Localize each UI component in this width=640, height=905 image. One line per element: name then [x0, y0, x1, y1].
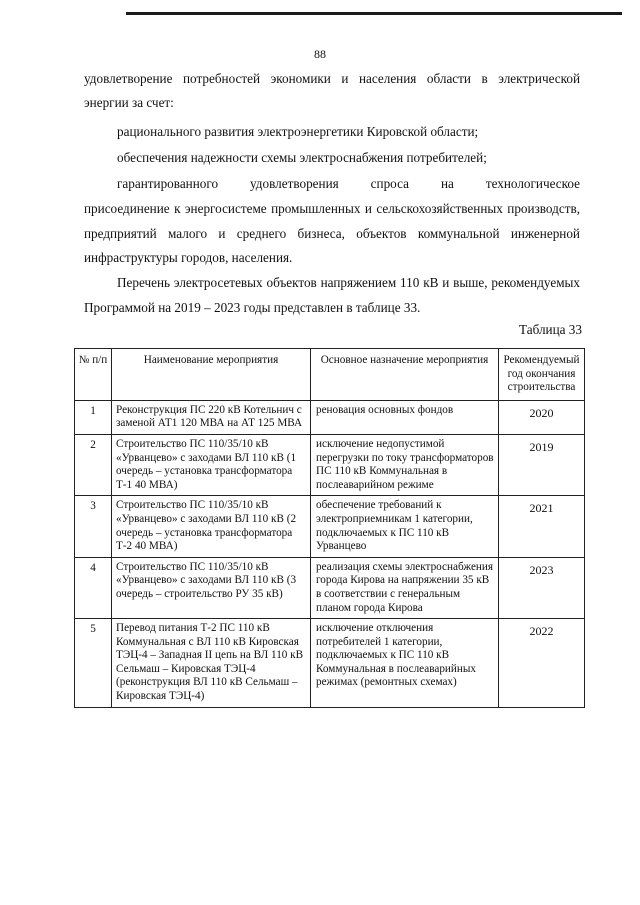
list-item-3-continuation: присоединение к энергосистеме промышленных и сельскохозяйственных производств, предприятий малого и среднего бизнеса, объектов коммунальной инженерной инфраструктуры городов, населения.	[84, 201, 580, 266]
table-row	[75, 434, 585, 495]
row-name: Перевод питания Т-2 ПС 110 кВ Коммунальная с ВЛ 110 кВ Кировская ТЭЦ-4 – Западная II цепь на ВЛ 110 кВ Сельмаш – Кировская ТЭЦ-4 (реконструкция ВЛ 110 кВ Сельмаш – Кировская ТЭЦ-4)	[112, 619, 311, 708]
table-caption: Таблица 33	[519, 322, 582, 337]
table-row	[75, 557, 585, 618]
row-name: Строительство ПС 110/35/10 кВ «Урванцево» с заходами ВЛ 110 кВ (2 очередь – установка трансформатора Т-2 40 МВА)	[112, 496, 311, 557]
row-num: 1	[75, 400, 112, 434]
row-purpose: реализация схемы электроснабжения города Кирова на напряжении 35 кВ в соответствии с генеральным планом города Кирова	[311, 557, 499, 618]
row-num: 5	[75, 619, 112, 708]
row-name: Реконструкция ПС 220 кВ Котельнич с заменой АТ1 120 МВА на АТ 125 МВА	[112, 400, 311, 434]
list-item-1: рационального развития электроэнергетики Кировской области;	[117, 124, 479, 139]
header-name: Наименование мероприятия	[112, 349, 311, 401]
row-purpose: исключение недопустимой перегрузки по току трансформаторов ПС 110 кВ Коммунальная в послеаварийном режиме	[311, 434, 499, 495]
header-purpose: Основное назначение мероприятия	[311, 349, 499, 401]
table-header-row	[75, 349, 585, 401]
summary-paragraph: Перечень электросетевых объектов напряжением 110 кВ и выше, рекомендуемых Программой на 2019 – 2023 годы представлен в таблице 33.	[84, 275, 580, 315]
row-year: 2021	[499, 496, 585, 557]
table-row	[75, 619, 585, 708]
row-purpose: реновация основных фондов	[311, 400, 499, 434]
objects-table	[74, 348, 585, 708]
page-number: 88	[314, 47, 326, 61]
row-year: 2019	[499, 434, 585, 495]
row-year: 2020	[499, 400, 585, 434]
intro-line-2: энергии за счет:	[84, 95, 174, 110]
list-item-2: обеспечения надежности схемы электроснабжения потребителей;	[117, 150, 487, 165]
header-num: № п/п	[75, 349, 112, 401]
table-row	[75, 400, 585, 434]
row-num: 3	[75, 496, 112, 557]
row-year: 2022	[499, 619, 585, 708]
row-num: 4	[75, 557, 112, 618]
row-name: Строительство ПС 110/35/10 кВ «Урванцево» с заходами ВЛ 110 кВ (1 очередь – установка трансформатора Т-1 40 МВА)	[112, 434, 311, 495]
row-purpose: исключение отключения потребителей 1 категории, подключаемых к ПС 110 кВ Коммунальная в послеаварийных режимах (ремонтных схемах)	[311, 619, 499, 708]
header-year: Рекомендуемый год окончания строительства	[499, 349, 585, 401]
row-name: Строительство ПС 110/35/10 кВ «Урванцево» с заходами ВЛ 110 кВ (3 очередь – строительство РУ 35 кВ)	[112, 557, 311, 618]
table-row	[75, 496, 585, 557]
row-num: 2	[75, 434, 112, 495]
top-rule	[126, 12, 622, 15]
list-item-3-line-1: гарантированного удовлетворения спроса на технологическое	[117, 176, 580, 191]
row-purpose: обеспечение требований к электроприемникам 1 категории, подключаемых к ПС 110 кВ Урванцево	[311, 496, 499, 557]
intro-line-1: удовлетворение потребностей экономики и населения области в электрической	[84, 71, 580, 86]
row-year: 2023	[499, 557, 585, 618]
